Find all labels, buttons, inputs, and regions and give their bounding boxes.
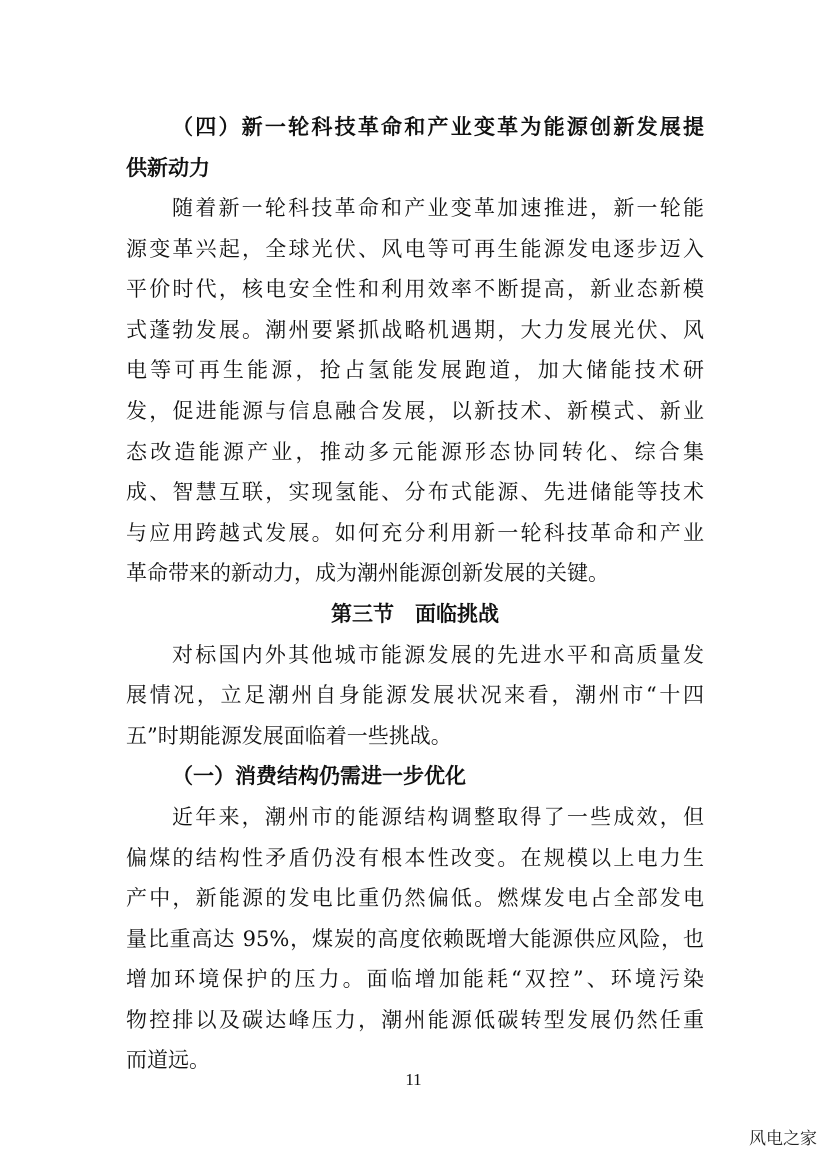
section4-paragraph-line: 电等可再生能源，抢占氢能发展跑道，加大储能技术研 — [126, 358, 704, 383]
section4-paragraph-line: 成、智慧互联，实现氢能、分布式能源、先进储能等技术 — [126, 480, 704, 505]
subsection1-paragraph-line: 偏煤的结构性矛盾仍没有根本性改变。在规模以上电力生 — [126, 845, 704, 870]
section4-paragraph-line: 平价时代，核电安全性和利用效率不断提高，新业态新模 — [126, 277, 704, 302]
section3-intro-line: 对标国内外其他城市能源发展的先进水平和高质量发 — [172, 642, 704, 667]
watermark-text: 风电之家 — [749, 1129, 817, 1149]
subsection1-paragraph-line: 物控排以及碳达峰压力，潮州能源低碳转型发展仍然任重 — [126, 1007, 704, 1032]
page-content — [126, 106, 704, 1081]
section4-paragraph-line: 式蓬勃发展。潮州要紧抓战略机遇期，大力发展光伏、风 — [126, 317, 704, 342]
section4-heading-line-1: （四）新一轮科技革命和产业变革为能源创新发展提 — [172, 114, 704, 139]
subsection1-heading: （一）消费结构仍需进一步优化 — [172, 763, 466, 789]
subsection1-paragraph-line: 近年来，潮州市的能源结构调整取得了一些成效，但 — [172, 804, 704, 829]
section4-paragraph-line: 随着新一轮科技革命和产业变革加速推进，新一轮能 — [172, 196, 704, 220]
section4-paragraph-line: 源变革兴起，全球光伏、风电等可再生能源发电逐步迈入 — [126, 236, 704, 261]
page-number: 11 — [405, 1070, 422, 1089]
section4-paragraph-line: 发，促进能源与信息融合发展，以新技术、新模式、新业 — [126, 398, 704, 423]
section4-paragraph-line: 革命带来的新动力，成为潮州能源创新发展的关键。 — [126, 561, 609, 586]
section3-intro-line: 五”时期能源发展面临着一些挑战。 — [126, 723, 452, 748]
subsection1-paragraph-line: 产中，新能源的发电比重仍然偏低。燃煤发电占全部发电 — [126, 886, 704, 911]
subsection1-paragraph-line: 量比重高达 95%，煤炭的高度依赖既增大能源供应风险，也 — [126, 926, 704, 951]
subsection1-paragraph-line: 增加环境保护的压力。面临增加能耗“双控”、环境污染 — [126, 967, 704, 992]
section3-intro-line: 展情况，立足潮州自身能源发展状况来看，潮州市“十四 — [126, 683, 704, 708]
subsection1-paragraph-line: 而道远。 — [126, 1048, 210, 1073]
section4-heading-line-2: 供新动力 — [126, 155, 210, 180]
section4-paragraph-line: 态改造能源产业，推动多元能源形态协同转化、综合集 — [126, 439, 704, 464]
section4-paragraph-line: 与应用跨越式发展。如何充分利用新一轮科技革命和产业 — [126, 520, 704, 545]
section3-title: 第三节 面临挑战 — [331, 600, 499, 626]
